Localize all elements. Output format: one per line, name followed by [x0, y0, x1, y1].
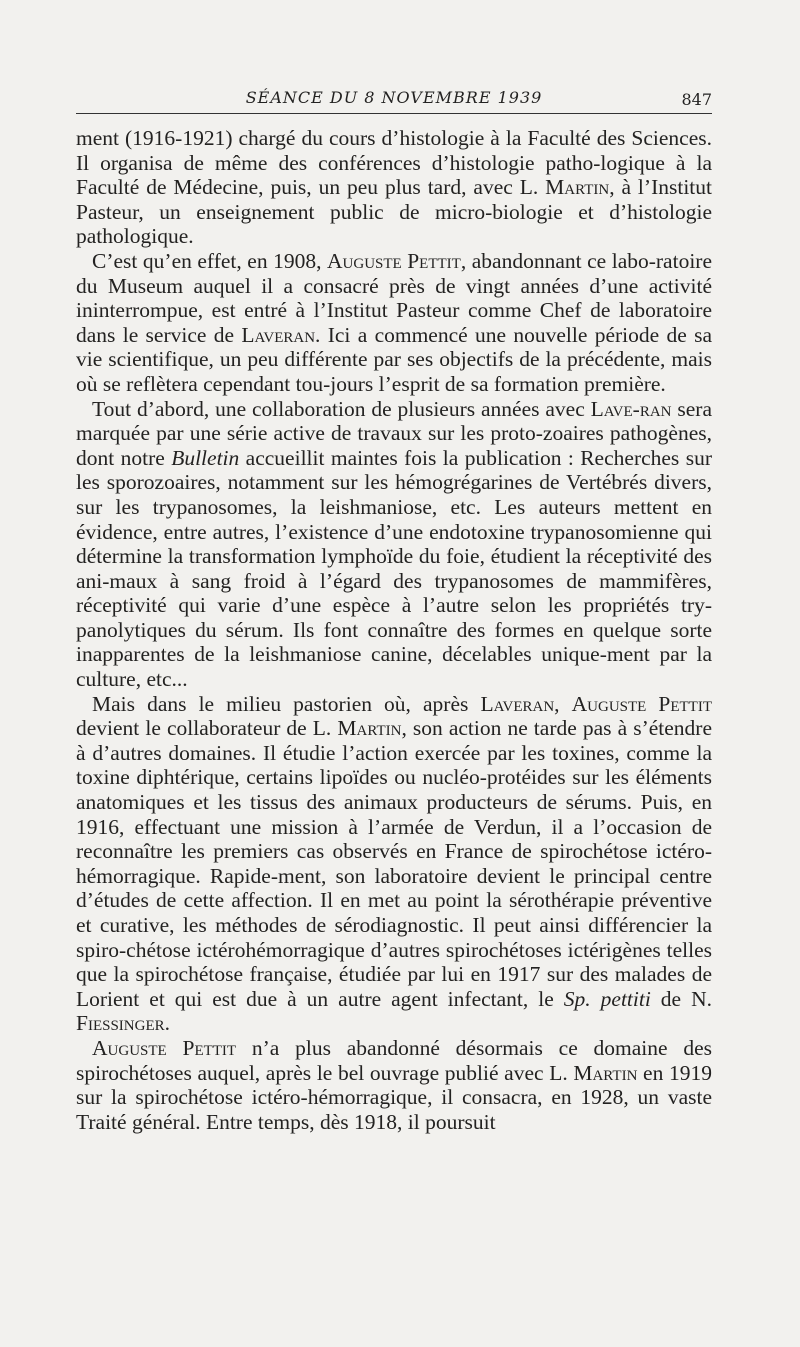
text-segment: , à l’Institut Pasteur, un enseignement public de micro-biologie et d’histologie pathologique.: [76, 175, 712, 249]
person-name: Auguste Pettit: [92, 1035, 237, 1060]
text-segment: C’est qu’en effet, en 1908,: [92, 248, 327, 273]
paragraph: [76, 692, 712, 1036]
running-header: [76, 86, 712, 112]
person-name: Laveran: [241, 322, 316, 347]
person-name: Auguste Pettit: [327, 248, 461, 273]
text-segment: Mais dans le milieu pastorien où, après: [92, 691, 481, 716]
text-segment: accueillit maintes fois la publication : Recherches sur les sporozoaires, notamment sur les hémogrégarines de Vertébrés divers, sur les trypanosomes, la leishmaniose, etc. Les auteurs mettent en évidence, entre autres, l’existence d’une endotoxine trypanosomienne qui détermine la transformation lymphoïde du foie, étudient la réceptivité des ani-maux à sang froid à l’égard des trypanosomes de mammifères, réceptivité qui varie d’une espèce à l’autre selon les propriétés try-panolytiques du sérum. Ils font connaître des formes en quelque sorte inapparentes de la leishmaniose canine, décelables unique-ment par la culture, etc...: [76, 445, 712, 692]
text-segment: devient le collaborateur de L.: [76, 716, 338, 741]
person-name: Fiessinger: [76, 1011, 165, 1036]
person-name: Auguste Pettit: [571, 691, 712, 716]
person-name: Lave-ran: [590, 396, 672, 421]
text-segment: Tout d’abord, une collaboration de plusieurs années avec: [92, 396, 591, 421]
text-segment: ,: [554, 691, 572, 716]
paragraph: [76, 1036, 712, 1134]
text-segment: en 1919 sur la spirochétose ictéro-hémorragique, il consacra, en 1928, un vaste Traité général. Entre temps, dès 1918, il poursuit: [76, 1060, 712, 1134]
page-number: 847: [681, 90, 712, 109]
text-segment: sera marquée par une série active de travaux sur les proto-zoaires pathogènes, dont notre: [76, 396, 712, 470]
paragraph: [76, 126, 712, 249]
paragraph: [76, 249, 712, 397]
italic-text: Bulletin: [171, 445, 240, 470]
text-segment: , abandonnant ce labo-ratoire du Museum auquel il a consacré près de vingt années d’une activité ininterrompue, est entré à l’Institut Pasteur comme Chef de laboratoire dans le service de: [76, 248, 712, 347]
text-segment: , son action ne tarde pas à s’étendre à d’autres domaines. Il étudie l’action exercée par les toxines, comme la toxine diphtérique, certains lipoïdes ou nucléo-protéides sur les éléments anatomiques et les tissus des animaux producteurs de sérums. Puis, en 1916, effectuant une mission à l’armée de Verdun, il a l’occasion de reconnaître les premiers cas observés en France de spirochétose ictéro-hémorragique. Rapide-ment, son laboratoire devient le principal centre d’études de cette affection. Il en met au point la sérothérapie préventive et curative, les méthodes de sérodiagnostic. Il peut ainsi différencier la spiro-chétose ictérohémorragique d’autres spirochétoses ictérigènes telles que la spirochétose française, étudiée par lui en 1917 sur des malades de Lorient et qui est due à un autre agent infectant, le: [76, 716, 712, 1011]
text-segment: ment (1916-1921) chargé du cours d’histologie à la Faculté des Sciences. Il organisa de même des conférences d’histologie patho-logique à la Faculté de Médecine, puis, un peu plus tard, avec L.: [76, 126, 712, 200]
running-title: SÉANCE DU 8 NOVEMBRE 1939: [245, 88, 543, 107]
paragraph: [76, 397, 712, 692]
body-text: [76, 126, 712, 1134]
text-segment: . Ici a commencé une nouvelle période de sa vie scientifique, un peu différente par ses objectifs de la précédente, mais où se reflètera cependant tou-jours l’esprit de sa formation première.: [76, 322, 712, 396]
person-name: Martin: [545, 175, 610, 200]
text-segment: .: [164, 1011, 171, 1036]
italic-text: Sp. pettiti: [563, 986, 651, 1011]
person-name: Martin: [337, 716, 402, 741]
text-segment: de N.: [650, 986, 712, 1011]
header-rule: [76, 113, 712, 114]
person-name: Laveran: [480, 691, 555, 716]
text-segment: n’a plus abandonné désormais ce domaine des spirochétoses auquel, après le bel ouvrage publié avec L.: [76, 1035, 713, 1085]
person-name: Martin: [573, 1060, 638, 1085]
